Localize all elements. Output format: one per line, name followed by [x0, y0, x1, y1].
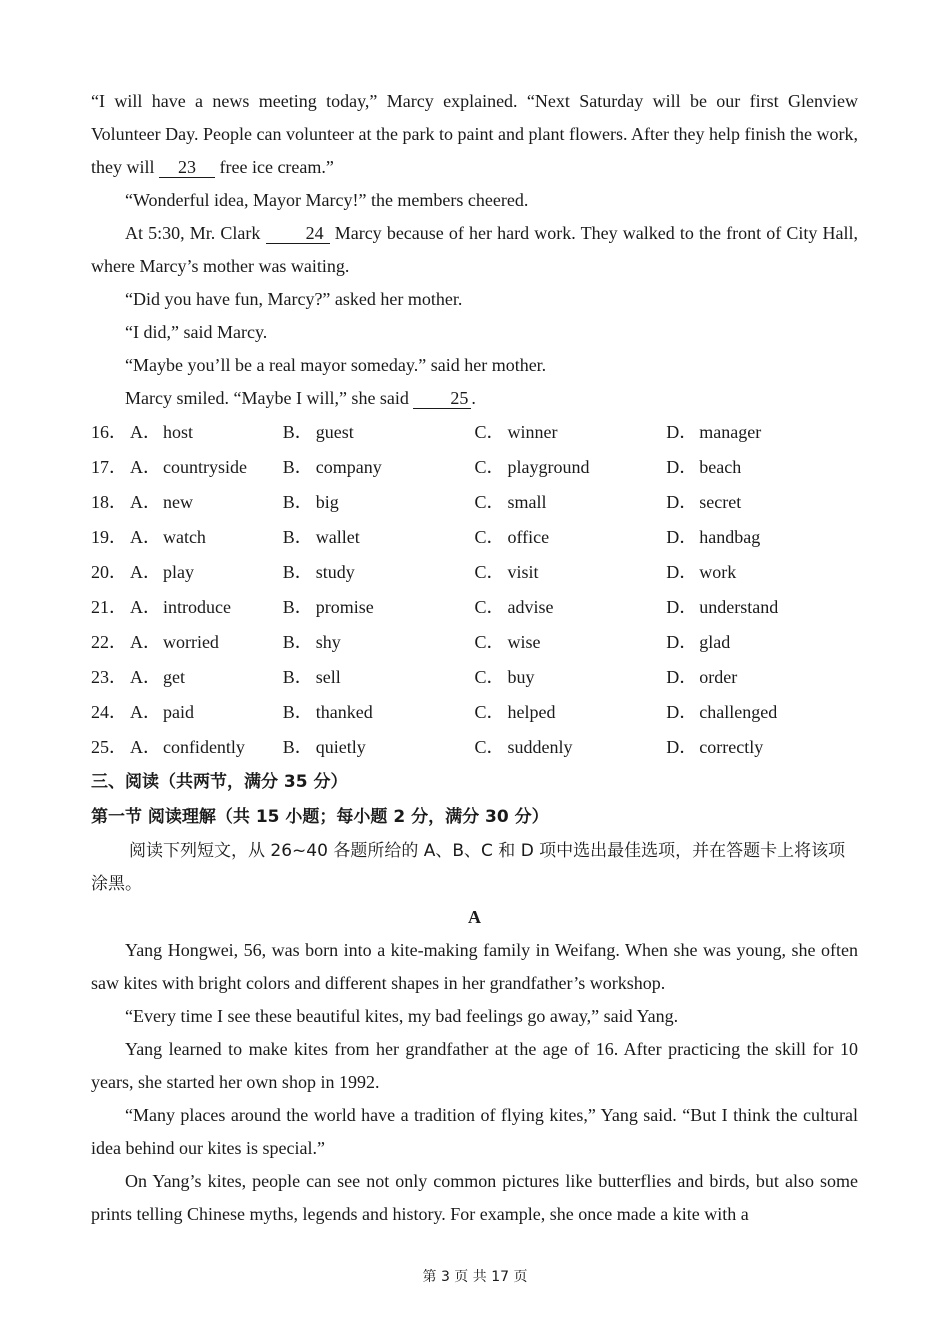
question-number: 19．	[91, 527, 127, 547]
option-a: A． confidently	[129, 737, 245, 757]
text-run: “I will have a news meeting today,” Marcy explained. “Next Saturday will be our first Glenview Volunteer Day. People can volunteer at the park to paint and plant flowers. After they help finish the work, they will	[91, 91, 858, 177]
option-c: C． visit	[474, 562, 539, 582]
option-b: B． thanked	[282, 702, 373, 722]
option-d: D． correctly	[666, 737, 764, 757]
option-c: C． buy	[474, 667, 535, 687]
option-a: A． new	[129, 492, 193, 512]
option-b: B． big	[282, 492, 339, 512]
section-heading: 三、阅读（共两节，满分 35 分）	[91, 772, 348, 792]
option-a: A． introduce	[129, 597, 231, 617]
option-a: A． watch	[129, 527, 206, 547]
option-a: A． countryside	[129, 457, 247, 477]
question-row	[91, 555, 858, 590]
option-c: C． office	[474, 527, 550, 547]
text-run: Marcy smiled. “Maybe I will,” she said	[125, 388, 414, 408]
option-c: C． suddenly	[474, 737, 573, 757]
option-d: D． glad	[666, 632, 731, 652]
option-b: B． wallet	[282, 527, 360, 547]
option-a: A． paid	[129, 702, 194, 722]
option-d: D． work	[666, 562, 737, 582]
question-number: 23．	[91, 667, 127, 687]
question-row	[91, 520, 858, 555]
question-number: 22．	[91, 632, 127, 652]
option-c: C． helped	[474, 702, 556, 722]
option-c: C． advise	[474, 597, 554, 617]
option-c: C． playground	[474, 457, 590, 477]
question-number: 20．	[91, 562, 127, 582]
story-paragraph: “Maybe you’ll be a real mayor someday.” said her mother.	[125, 355, 547, 375]
blank-25: 25	[413, 388, 471, 409]
option-b: B． company	[282, 457, 382, 477]
question-number: 18．	[91, 492, 127, 512]
passage-title: A	[468, 907, 481, 927]
option-c: C． winner	[474, 422, 558, 442]
option-b: B． study	[282, 562, 355, 582]
option-d: D． handbag	[666, 527, 761, 547]
text-run: Marcy because of her hard work. They walked to the front of City Hall, where Marcy’s mother was waiting.	[91, 223, 858, 276]
story-paragraph: “Did you have fun, Marcy?” asked her mother.	[125, 289, 463, 309]
option-b: B． promise	[282, 597, 374, 617]
document-page	[91, 85, 858, 1231]
blank-24: 24	[266, 223, 330, 244]
subsection-heading: 第一节 阅读理解（共 15 小题；每小题 2 分，满分 30 分）	[91, 807, 549, 827]
text-run: .	[471, 388, 476, 408]
option-b: B． quietly	[282, 737, 366, 757]
question-row	[91, 695, 858, 730]
passage-paragraph: On Yang’s kites, people can see not only common pictures like butterflies and birds, but also some prints telling Chinese myths, legends and history. For example, she once made a kite with a	[91, 1171, 858, 1224]
option-b: B． shy	[282, 632, 341, 652]
story-paragraph: “Wonderful idea, Mayor Marcy!” the members cheered.	[125, 190, 529, 210]
section-instruction: 阅读下列短文，从 26~40 各题所给的 A、B、C 和 D 项中选出最佳选项，并在答题卡上将该项涂黑。	[91, 841, 846, 894]
story-paragraph: “I did,” said Marcy.	[125, 322, 268, 342]
question-number: 17．	[91, 457, 127, 477]
blank-23: 23	[159, 157, 215, 178]
option-d: D． beach	[666, 457, 742, 477]
option-b: B． sell	[282, 667, 341, 687]
passage-paragraph: Yang Hongwei, 56, was born into a kite-making family in Weifang. When she was young, she often saw kites with bright colors and different shapes in her grandfather’s workshop.	[91, 940, 858, 993]
question-row	[91, 730, 858, 765]
text-run: At 5:30, Mr. Clark	[125, 223, 266, 243]
passage-paragraph: “Many places around the world have a tradition of flying kites,” Yang said. “But I think the cultural idea behind our kites is special.”	[91, 1105, 858, 1158]
option-d: D． challenged	[666, 702, 778, 722]
passage-paragraph: Yang learned to make kites from her grandfather at the age of 16. After practicing the skill for 10 years, she started her own shop in 1992.	[91, 1039, 858, 1092]
option-d: D． secret	[666, 492, 742, 512]
option-a: A． get	[129, 667, 185, 687]
option-c: C． wise	[474, 632, 541, 652]
question-options-list	[91, 415, 858, 765]
option-d: D． understand	[666, 597, 779, 617]
option-d: D． order	[666, 667, 738, 687]
story-paragraph	[91, 217, 858, 283]
story-paragraph	[91, 382, 858, 415]
question-number: 25．	[91, 737, 127, 757]
option-a: A． host	[129, 422, 193, 442]
question-number: 16．	[91, 422, 127, 442]
question-number: 21．	[91, 597, 127, 617]
option-c: C． small	[474, 492, 547, 512]
question-row	[91, 485, 858, 520]
question-number: 24．	[91, 702, 127, 722]
story-paragraph	[91, 85, 858, 184]
question-row	[91, 415, 858, 450]
passage-paragraph: “Every time I see these beautiful kites, my bad feelings go away,” said Yang.	[125, 1006, 679, 1026]
page-footer: 第 3 页 共 17 页	[422, 1269, 528, 1285]
option-a: A． play	[129, 562, 194, 582]
question-row	[91, 590, 858, 625]
option-b: B． guest	[282, 422, 354, 442]
option-d: D． manager	[666, 422, 762, 442]
question-row	[91, 625, 858, 660]
option-a: A． worried	[129, 632, 219, 652]
question-row	[91, 450, 858, 485]
question-row	[91, 660, 858, 695]
text-run: free ice cream.”	[215, 157, 334, 177]
